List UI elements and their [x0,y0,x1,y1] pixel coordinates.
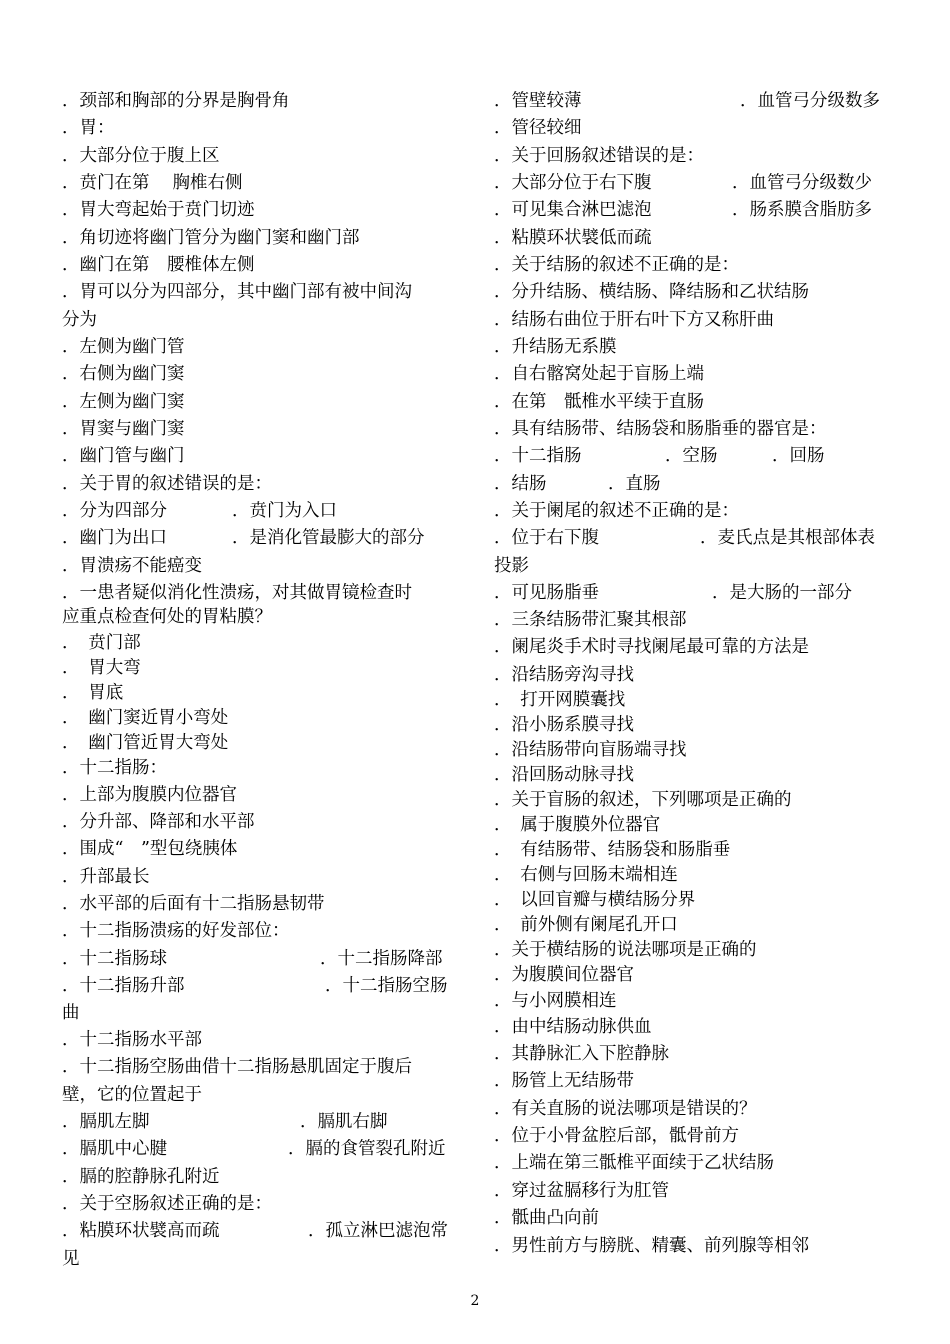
right-text: ．分升结肠、横结肠、降结肠和乙状结肠 [494,282,809,302]
right-line [494,1098,757,1120]
right-line [494,914,678,936]
left-text: ．十二指肠球 [62,949,167,969]
right-text: ．位于右下腹 [494,528,599,548]
right-text: ．十二指肠 [494,446,582,466]
right-line [494,527,875,549]
left-text: ．上部为腹膜内位器官 [62,785,237,805]
left-line [62,445,185,467]
right-line [494,864,678,886]
right-text: ．位于小骨盆腔后部，骶骨前方 [494,1126,739,1146]
left-text: ．膈肌左脚 [62,1112,150,1132]
left-line [62,582,412,604]
right-text: ．关于阑尾的叙述不正确的是： [494,501,739,521]
right-line [494,309,774,331]
right-option: ．回肠 [772,446,825,466]
left-text: 见 [62,1249,80,1269]
left-line [62,363,185,385]
right-text: ． 属于腹膜外位器官 [494,815,661,835]
left-text: ．幽门在第 腰椎体左侧 [62,255,255,275]
right-text: 投影 [494,556,529,576]
left-line [62,1111,388,1133]
page-number: 2 [470,1293,480,1309]
right-line [494,939,757,961]
left-text: 应重点检查何处的胃粘膜？ [62,607,272,627]
left-line [62,391,185,413]
right-line [494,764,634,786]
right-line [494,1180,669,1202]
right-text: ．沿结肠旁沟寻找 [494,665,634,685]
right-line [494,789,792,811]
right-line [494,227,652,249]
right-option: ．血管弓分级数多 [740,91,880,111]
left-text: ．胃溃疡不能癌变 [62,556,202,576]
right-line [494,1235,809,1257]
left-text: ．关于空肠叙述正确的是： [62,1194,272,1214]
right-text: ．大部分位于右下腹 [494,173,652,193]
right-text: ．阑尾炎手术时寻找阑尾最可靠的方法是 [494,637,809,657]
left-line [62,657,141,679]
right-option: ．是大肠的一部分 [712,583,852,603]
left-line [62,418,185,440]
right-line [494,964,634,986]
left-text: ．大部分位于腹上区 [62,146,220,166]
left-text: 壁，它的位置起于 [62,1085,202,1105]
right-text: ．管径较细 [494,118,582,138]
left-line [62,1138,446,1160]
left-text: ．分为四部分 [62,501,167,521]
right-text: ．可见集合淋巴滤泡 [494,200,652,220]
right-line [494,1016,652,1038]
left-line [62,732,228,754]
left-text: ．十二指肠水平部 [62,1030,202,1050]
left-text: ．十二指肠溃疡的好发部位： [62,921,290,941]
right-option: ．肠系膜含脂肪多 [732,200,872,220]
right-text: ． 有结肠带、结肠袋和肠脂垂 [494,840,731,860]
right-text: ．骶曲凸向前 [494,1208,599,1228]
left-text: ．膈肌中心腱 [62,1139,167,1159]
left-line [62,893,325,915]
left-text: ．十二指肠空肠曲借十二指肠悬肌固定于腹后 [62,1057,412,1077]
right-line [494,636,809,658]
left-text: ．水平部的后面有十二指肠悬韧带 [62,894,325,914]
right-line [494,281,809,303]
right-line [494,90,880,112]
right-text: ．与小网膜相连 [494,991,617,1011]
left-text: ．粘膜环状襞高而疏 [62,1221,220,1241]
left-option: ．膈的食管裂孔附近 [288,1139,446,1159]
left-line [62,1193,272,1215]
left-option: ．贲门为入口 [232,501,337,521]
left-line [62,500,337,522]
right-line [494,739,687,761]
right-line [494,418,827,440]
right-text: ．关于横结肠的说法哪项是正确的 [494,940,757,960]
left-line [62,117,115,139]
left-text: ．贲门在第 胸椎右侧 [62,173,243,193]
left-line [62,1002,80,1024]
left-text: ． 胃底 [62,683,124,703]
left-text: ．右侧为幽门窦 [62,364,185,384]
left-line [62,838,237,860]
right-option: ．血管弓分级数少 [732,173,872,193]
right-line [494,839,730,861]
left-text: ． 贲门部 [62,633,141,653]
right-line [494,555,529,577]
left-line [62,172,243,194]
left-line [62,1029,202,1051]
left-line [62,527,425,549]
right-text: ．沿结肠带向盲肠端寻找 [494,740,687,760]
left-text: ．胃窦与幽门窦 [62,419,185,439]
left-text: ．围成“ ”型包绕胰体 [62,839,238,859]
right-line [494,1070,634,1092]
left-line [62,707,228,729]
left-line [62,975,448,997]
right-text: ．为腹膜间位器官 [494,965,634,985]
left-line [62,1166,220,1188]
right-line [494,664,634,686]
right-line [494,500,739,522]
left-text: 分为 [62,310,97,330]
right-line [494,445,825,467]
right-text: ．穿过盆膈移行为肛管 [494,1181,669,1201]
right-line [494,391,704,413]
right-line [494,1152,774,1174]
right-option: ．空肠 [665,446,718,466]
right-text: ．沿小肠系膜寻找 [494,715,634,735]
left-option: ．十二指肠降部 [320,949,443,969]
left-text: ．升部最长 [62,867,150,887]
left-text: ．分升部、降部和水平部 [62,812,255,832]
left-line [62,682,123,704]
right-text: ．结肠右曲位于肝右叶下方又称肝曲 [494,310,774,330]
right-text: ．三条结肠带汇聚其根部 [494,610,687,630]
left-line [62,632,141,654]
right-line [494,1207,599,1229]
left-text: ． 胃大弯 [62,658,141,678]
right-text: ．管壁较薄 [494,91,582,111]
right-text: ．男性前方与膀胱、精囊、前列腺等相邻 [494,1236,809,1256]
left-line [62,920,290,942]
right-text: ．可见肠脂垂 [494,583,599,603]
right-text: ． 打开网膜囊找 [494,690,626,710]
right-line [494,814,660,836]
left-line [62,1248,80,1270]
right-line [494,199,872,221]
left-line [62,948,443,970]
right-line [494,990,617,1012]
right-line [494,145,704,167]
right-line [494,172,872,194]
right-text: ．肠管上无结肠带 [494,1071,634,1091]
left-line [62,784,237,806]
right-text: ．结肠 [494,474,547,494]
right-text: ．粘膜环状襞低而疏 [494,228,652,248]
right-text: ．沿回肠动脉寻找 [494,765,634,785]
right-text: ．上端在第三骶椎平面续于乙状结肠 [494,1153,774,1173]
left-line [62,866,150,888]
left-text: ． 幽门窦近胃小弯处 [62,708,229,728]
right-line [494,363,704,385]
right-text: ． 前外侧有阑尾孔开口 [494,915,678,935]
left-line [62,281,412,303]
right-text: ．在第 骶椎水平续于直肠 [494,392,704,412]
left-text: ．幽门为出口 [62,528,167,548]
left-line [62,309,97,331]
left-text: ． 幽门管近胃大弯处 [62,733,229,753]
right-line [494,889,695,911]
left-option: ．膈肌右脚 [300,1112,388,1132]
left-line [62,336,185,358]
left-text: ．胃可以分为四部分，其中幽门部有被中间沟 [62,282,412,302]
right-text: ．具有结肠带、结肠袋和肠脂垂的器官是： [494,419,827,439]
left-line [62,811,255,833]
left-line [62,473,272,495]
left-text: ．膈的腔静脉孔附近 [62,1167,220,1187]
right-line [494,689,625,711]
left-text: ．胃大弯起始于贲门切迹 [62,200,255,220]
right-text: ．关于回肠叙述错误的是： [494,146,704,166]
right-line [494,254,739,276]
left-text: ．颈部和胸部的分界是胸骨角 [62,91,290,111]
left-line [62,145,220,167]
left-text: ．左侧为幽门管 [62,337,185,357]
left-text: ．关于胃的叙述错误的是： [62,474,272,494]
right-line [494,1043,669,1065]
right-text: ．关于结肠的叙述不正确的是： [494,255,739,275]
right-line [494,582,852,604]
right-line [494,1125,739,1147]
right-text: ．升结肠无系膜 [494,337,617,357]
left-text: ．十二指肠升部 [62,976,185,996]
left-text: ．左侧为幽门窦 [62,392,185,412]
right-line [494,714,634,736]
left-text: ．胃： [62,118,115,138]
left-option: ．孤立淋巴滤泡常 [308,1221,448,1241]
left-text: ．角切迹将幽门管分为幽门窦和幽门部 [62,228,360,248]
right-text: ．有关直肠的说法哪项是错误的？ [494,1099,757,1119]
right-line [494,336,617,358]
left-line [62,1084,202,1106]
right-option: ．直肠 [608,474,661,494]
left-line [62,199,255,221]
left-line [62,227,360,249]
right-line [494,473,661,495]
right-text: ．关于盲肠的叙述，下列哪项是正确的 [494,790,792,810]
left-line [62,254,255,276]
left-line [62,1056,412,1078]
left-text: ．一患者疑似消化性溃疡，对其做胃镜检查时 [62,583,412,603]
right-line [494,609,687,631]
left-text: ．十二指肠： [62,758,167,778]
left-text: ．幽门管与幽门 [62,446,185,466]
left-line [62,1220,448,1242]
left-line [62,606,272,628]
right-option: ．麦氏点是其根部体表 [700,528,875,548]
left-line [62,90,290,112]
left-line [62,555,202,577]
left-line [62,757,167,779]
left-option: ．十二指肠空肠 [325,976,448,996]
right-line [494,117,582,139]
right-text: ．由中结肠动脉供血 [494,1017,652,1037]
right-text: ． 右侧与回肠末端相连 [494,865,678,885]
right-text: ．其静脉汇入下腔静脉 [494,1044,669,1064]
left-text: 曲 [62,1003,80,1023]
right-text: ． 以回盲瓣与横结肠分界 [494,890,696,910]
left-option: ．是消化管最膨大的部分 [232,528,425,548]
right-text: ．自右髂窝处起于盲肠上端 [494,364,704,384]
